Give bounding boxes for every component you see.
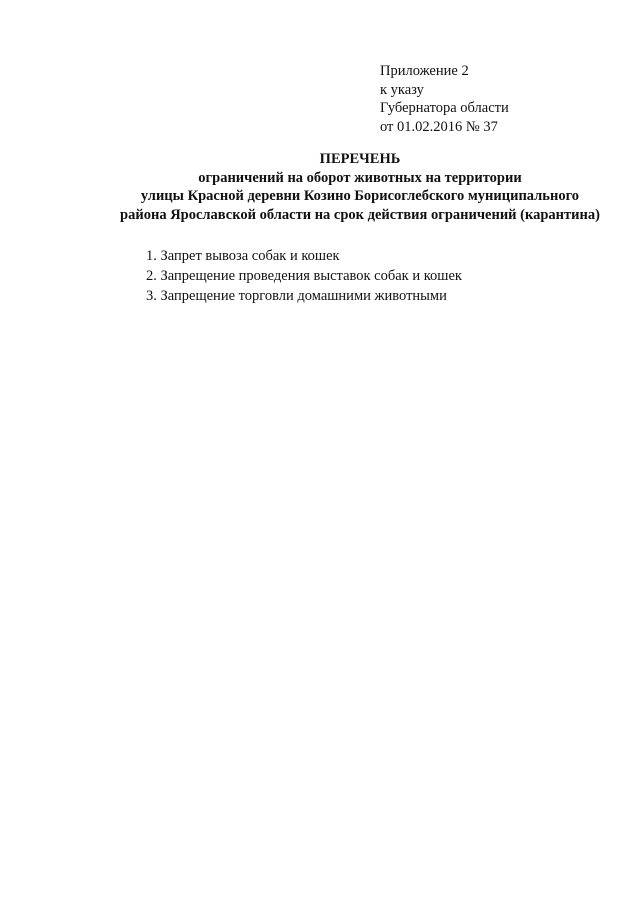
list-item-text: Запрет вывоза собак и кошек [160,248,340,264]
list-item-number: 3. [146,288,157,304]
list-item [146,266,462,286]
list-item-number: 2. [146,268,157,284]
list-item [146,286,462,306]
appendix-line: к указу [380,81,424,98]
appendix-line: Губернатора области [380,100,509,116]
list-item-text: Запрещение проведения выставок собак и кошек [160,268,462,284]
document-heading [0,150,640,224]
appendix-line: от 01.02.2016 № 37 [380,118,498,135]
heading-line: улицы Красной деревни Козино Борисоглебского муниципального [140,188,580,204]
appendix-line: Приложение 2 [380,63,469,79]
document-title: ПЕРЕЧЕНЬ [319,151,401,167]
list-item-number: 1. [146,248,157,264]
restrictions-list [146,246,462,306]
list-item-text: Запрещение торговли домашними животными [160,288,447,304]
list-item [146,246,462,266]
heading-line: ограничений на оборот животных на территории [198,169,522,186]
appendix-block [380,62,509,136]
heading-line: района Ярославской области на срок действия ограничений (карантина) [120,206,600,223]
